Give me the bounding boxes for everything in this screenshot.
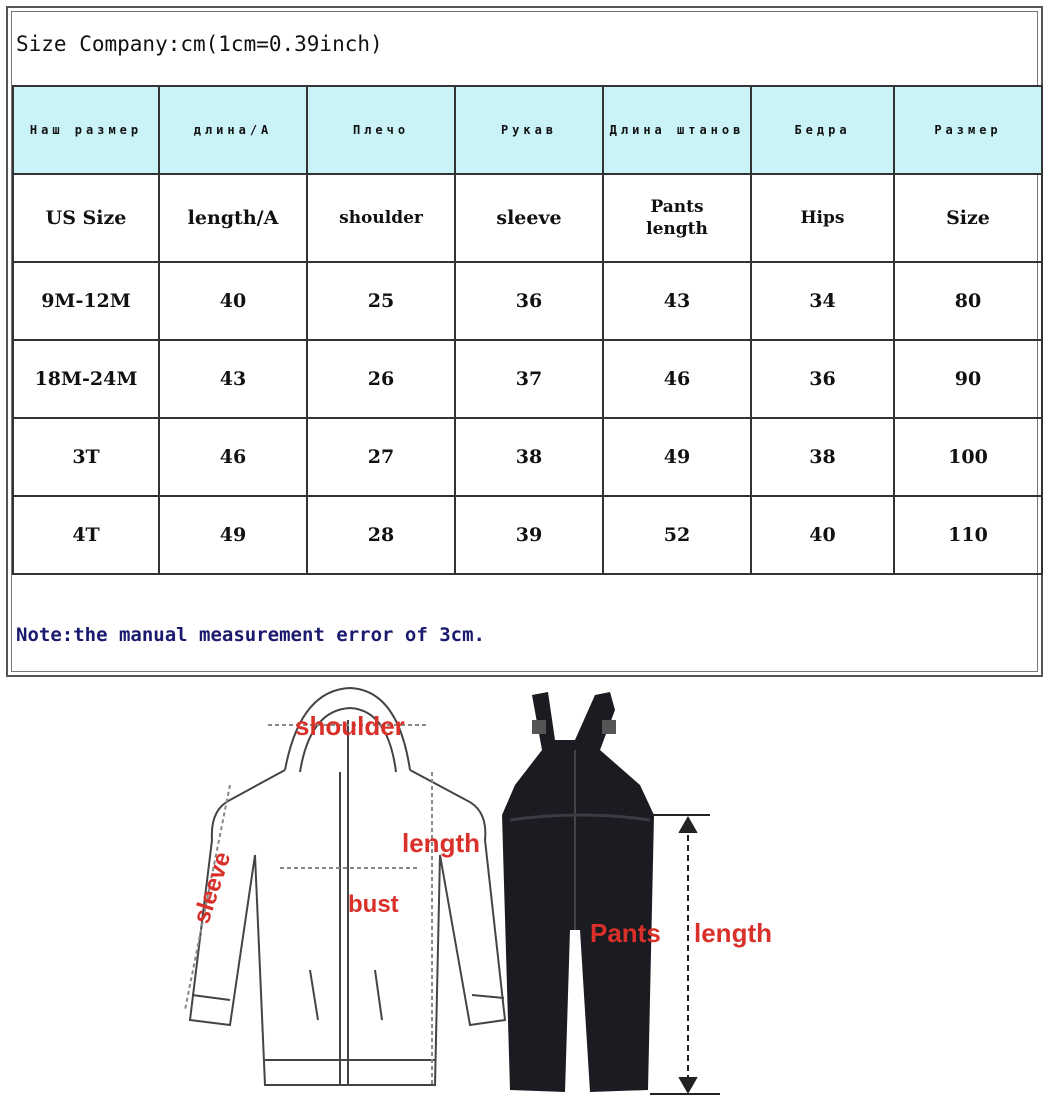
length-label: length — [402, 828, 480, 858]
table-cell: 25 — [307, 262, 455, 340]
table-cell: 40 — [751, 496, 894, 574]
header-ru-cell: Размер — [894, 86, 1042, 174]
table-cell: 36 — [751, 340, 894, 418]
size-chart-inner — [11, 11, 1038, 672]
header-ru-cell: Рукав — [455, 86, 603, 174]
header-ru-cell: Плечо — [307, 86, 455, 174]
table-cell: 80 — [894, 262, 1042, 340]
table-cell: 38 — [751, 418, 894, 496]
table-cell: 27 — [307, 418, 455, 496]
table-cell: 26 — [307, 340, 455, 418]
header-ru-cell: длина/A — [159, 86, 307, 174]
table-cell: 49 — [159, 496, 307, 574]
table-cell: 40 — [159, 262, 307, 340]
table-cell: 38 — [455, 418, 603, 496]
table-cell: 43 — [603, 262, 751, 340]
table-cell: 52 — [603, 496, 751, 574]
table-cell: 46 — [159, 418, 307, 496]
pants-drawing — [502, 692, 654, 1092]
header-en-cell: length/A — [159, 174, 307, 262]
table-cell: 36 — [455, 262, 603, 340]
table-row — [13, 496, 1042, 574]
measurement-note: Note:the manual measurement error of 3cm. — [16, 624, 485, 646]
header-en-cell: Pants length — [603, 174, 751, 262]
bust-label: bust — [348, 891, 399, 918]
jacket-drawing — [190, 688, 505, 1085]
header-en-cell: Size — [894, 174, 1042, 262]
header-en-cell: Hips — [751, 174, 894, 262]
table-cell: 4T — [13, 496, 159, 574]
pants-length-label: length — [694, 918, 772, 948]
header-ru-cell: Бедра — [751, 86, 894, 174]
table-cell: 46 — [603, 340, 751, 418]
header-en-cell: shoulder — [307, 174, 455, 262]
shoulder-label: shoulder — [295, 711, 405, 741]
pants-label: Pants — [590, 918, 661, 948]
measurement-illustration — [170, 680, 810, 1100]
size-chart — [6, 6, 1043, 677]
header-ru-cell: Длина штанов — [603, 86, 751, 174]
table-row — [13, 262, 1042, 340]
header-en-cell: US Size — [13, 174, 159, 262]
size-table — [12, 85, 1043, 575]
table-cell: 43 — [159, 340, 307, 418]
table-cell: 39 — [455, 496, 603, 574]
table-cell: 34 — [751, 262, 894, 340]
table-cell: 49 — [603, 418, 751, 496]
table-cell: 18M-24M — [13, 340, 159, 418]
chart-title: Size Company:cm(1cm=0.39inch) — [16, 32, 383, 56]
table-cell: 100 — [894, 418, 1042, 496]
table-cell: 37 — [455, 340, 603, 418]
pants-length-arrow — [650, 815, 720, 1094]
header-en-cell: sleeve — [455, 174, 603, 262]
table-cell: 110 — [894, 496, 1042, 574]
table-row — [13, 340, 1042, 418]
sleeve-label: sleeve — [188, 848, 237, 927]
table-cell: 3T — [13, 418, 159, 496]
table-cell: 28 — [307, 496, 455, 574]
header-ru-cell: Наш размер — [13, 86, 159, 174]
table-cell: 9M-12M — [13, 262, 159, 340]
english-header-row — [13, 174, 1042, 262]
russian-header-row — [13, 86, 1042, 174]
table-row — [13, 418, 1042, 496]
table-cell: 90 — [894, 340, 1042, 418]
